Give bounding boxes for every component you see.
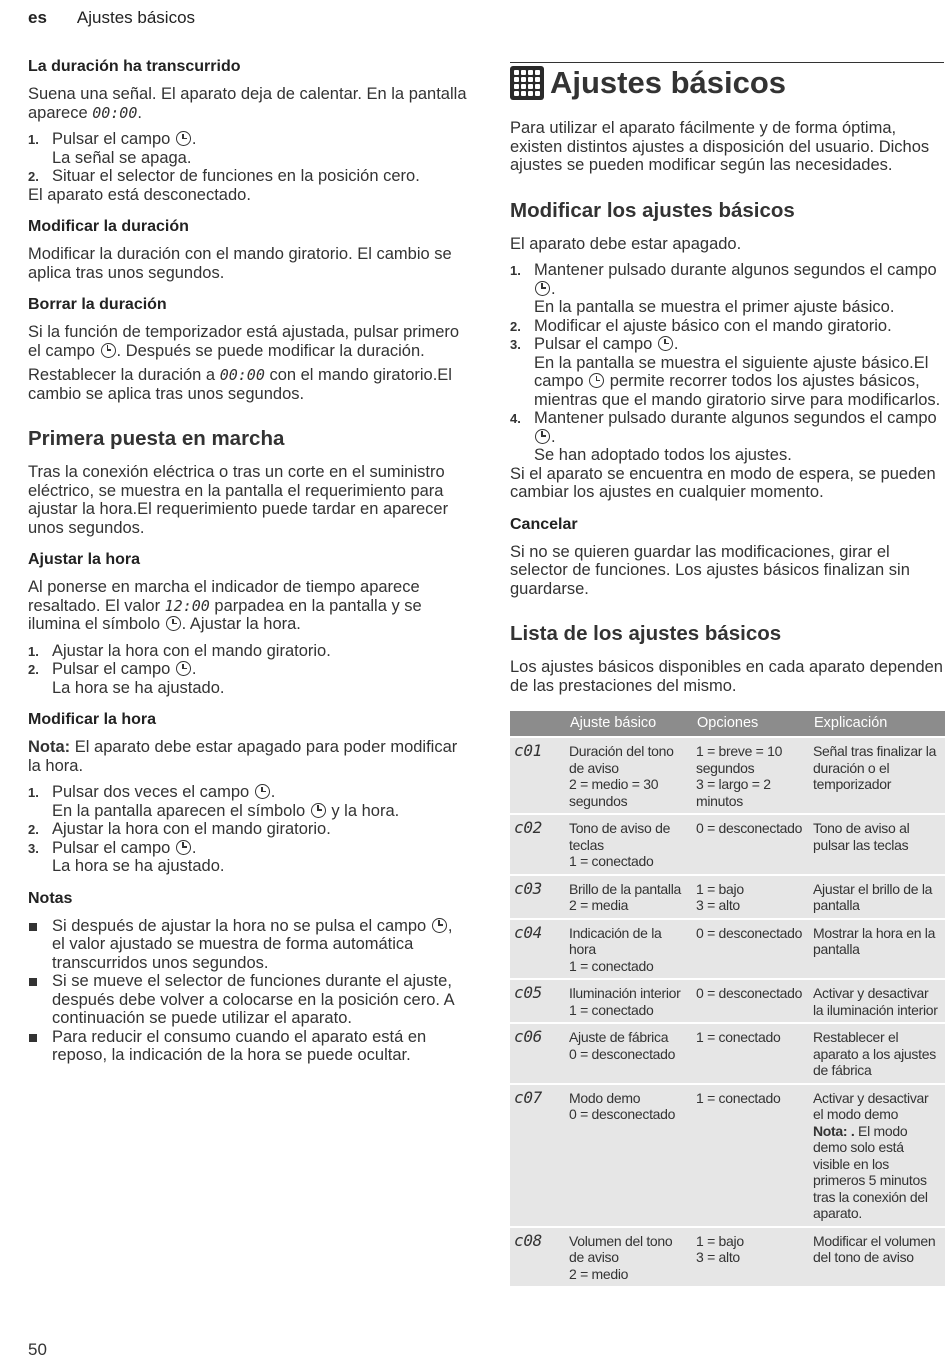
explanation-cell: Ajustar el brillo de la pantalla	[810, 875, 945, 919]
text: .	[137, 103, 142, 122]
steps-modify-settings	[510, 261, 944, 465]
menu-grid-icon	[510, 66, 544, 100]
clock-icon	[311, 803, 326, 818]
notes-list	[28, 917, 468, 1065]
steps-modify-time	[28, 783, 468, 876]
options-cell	[693, 737, 810, 814]
option: 1 = breve = 10 segundos	[696, 743, 783, 776]
paragraph-set-time	[28, 578, 468, 634]
paragraph-duration-elapsed	[28, 85, 468, 122]
option: 3 = alto	[696, 897, 740, 913]
step-item	[510, 335, 944, 409]
heading-set-time: Ajustar la hora	[28, 551, 141, 568]
display-value: 12:00	[164, 596, 210, 615]
setting-cell	[566, 1023, 693, 1084]
explanation-cell: Tono de aviso al pulsar las teclas	[810, 814, 945, 875]
step-item	[28, 820, 468, 839]
text: .	[551, 279, 556, 298]
paragraph-device-off: El aparato debe estar apagado.	[510, 234, 742, 253]
clock-icon	[176, 840, 191, 855]
step-item	[28, 642, 468, 661]
text: permite recorrer todos los ajustes básicos, mientras que el mando giratorio sirve para modificarlos.	[534, 372, 941, 409]
setting-code: c03	[510, 875, 566, 919]
options-cell	[693, 979, 810, 1023]
header-cell: Ajuste básico	[566, 711, 693, 737]
page-header	[28, 8, 195, 28]
setting-default: 2 = medio = 30 segundos	[569, 776, 659, 809]
options-cell	[693, 875, 810, 919]
text: Mantener pulsado durante algunos segundos el campo	[534, 409, 937, 427]
step-number: 2.	[28, 822, 39, 837]
clock-icon	[589, 373, 604, 388]
heading-modify-duration: Modificar la duración	[28, 218, 189, 235]
options-cell	[693, 1227, 810, 1287]
step-number: 2.	[510, 318, 521, 334]
heading-settings-list: Lista de los ajustes básicos	[510, 622, 782, 645]
text: . Después se puede modificar la duración.	[116, 341, 425, 360]
section-title-block	[510, 62, 944, 101]
note-label: Nota:	[28, 738, 71, 756]
step-item	[28, 660, 468, 697]
table-row	[510, 875, 945, 919]
text: con el mando giratorio.El cambio se aplica tras unos segundos.	[28, 366, 452, 403]
settings-table	[510, 711, 945, 1286]
clock-icon	[432, 918, 447, 933]
text: .	[191, 130, 197, 148]
heading-duration-elapsed: La duración ha transcurrido	[28, 58, 241, 75]
steps-duration-elapsed	[28, 130, 468, 186]
text: .	[191, 838, 197, 857]
step-result: En la pantalla se muestra el primer ajuste básico.	[534, 298, 895, 316]
paragraph-intro: Para utilizar el aparato fácilmente y de forma óptima, existen distintos ajustes a disposición del usuario. Dichos ajustes se pueden modificar según las necesidades.	[510, 119, 930, 174]
paragraph-disconnected: El aparato está desconectado.	[28, 185, 251, 204]
option: 0 = desconectado	[696, 820, 803, 836]
step-number: 3.	[28, 840, 39, 856]
text: Si la función de temporizador está ajustada, pulsar primero el campo	[28, 323, 460, 360]
option: 1 = conectado	[696, 1089, 781, 1106]
step-result: En la pantalla se muestra el siguiente ajuste básico.El campo	[534, 353, 929, 390]
step-item	[28, 783, 468, 820]
note-text: El modo demo solo está visible en los primeros 5 minutos tras la conexión del aparato.	[813, 1122, 928, 1221]
setting-default: 1 = conectado	[569, 853, 654, 869]
text: Ajustar la hora con el mando giratorio.	[52, 641, 331, 660]
step-result: La hora se ha ajustado.	[52, 678, 225, 697]
text: El aparato debe estar apagado para poder modificar la hora.	[28, 738, 458, 775]
section-title: Ajustes básicos	[550, 65, 787, 100]
step-result: Se han adoptado todos los ajustes.	[534, 446, 792, 464]
text: Ajustar la hora con el mando giratorio.	[52, 820, 331, 838]
clock-icon	[166, 616, 181, 631]
paragraph-clear-duration	[28, 323, 468, 360]
option: 3 = alto	[696, 1249, 740, 1265]
setting-default: 1 = conectado	[569, 957, 654, 974]
table-row	[510, 1227, 945, 1287]
setting-name: Duración del tono de aviso	[569, 743, 674, 776]
step-result: En la pantalla aparecen el símbolo	[52, 801, 310, 820]
table-row	[510, 979, 945, 1023]
text: Al ponerse en marcha el indicador de tiempo aparece resaltado. El valor	[28, 578, 420, 615]
explanation-cell: Modificar el volumen del tono de aviso	[810, 1227, 945, 1287]
step-item	[28, 167, 468, 186]
step-number: 1.	[28, 643, 39, 659]
setting-code: c04	[510, 919, 566, 980]
option: 3 = largo = 2 minutos	[696, 776, 771, 809]
header-cell: Opciones	[693, 711, 810, 737]
table-row	[510, 814, 945, 875]
option: 1 = bajo	[696, 880, 744, 897]
right-column	[510, 62, 944, 1286]
text: Pulsar el campo	[52, 660, 175, 678]
table-row	[510, 737, 945, 814]
paragraph-cancel: Si no se quieren guardar las modificaciones, girar el selector de funciones. Los ajustes básicos finalizan sin guardarse.	[510, 542, 910, 598]
setting-cell	[566, 875, 693, 919]
clock-icon	[176, 661, 191, 676]
paragraph-reset-duration	[28, 366, 468, 403]
note-label: Nota: .	[813, 1122, 855, 1139]
setting-code: c01	[510, 737, 566, 814]
explanation-text: Activar y desactivar el modo demo	[813, 1089, 929, 1122]
header-cell	[510, 711, 566, 737]
header-section: Ajustes básicos	[76, 8, 196, 27]
option: 1 = conectado	[696, 1029, 781, 1045]
note-item: Para reducir el consumo cuando el aparato está en reposo, la indicación de la hora se puede ocultar.	[28, 1028, 468, 1065]
explanation-cell: Mostrar la hora en la pantalla	[810, 919, 945, 980]
text: . Ajustar la hora.	[181, 615, 301, 633]
heading-notes: Notas	[28, 889, 73, 907]
setting-name: Brillo de la pantalla	[569, 880, 681, 897]
explanation-cell: Activar y desactivar la iluminación interior	[810, 979, 945, 1023]
setting-cell	[566, 737, 693, 814]
display-value: 00:00	[219, 366, 265, 384]
text: .	[270, 783, 276, 801]
heading-cancel: Cancelar	[510, 515, 578, 533]
text: y la hora.	[326, 801, 400, 820]
setting-default: 1 = conectado	[569, 1001, 654, 1018]
explanation-cell	[810, 1084, 945, 1227]
clock-icon	[176, 131, 191, 146]
text: Pulsar el campo	[534, 335, 657, 353]
setting-cell	[566, 1084, 693, 1227]
text: .	[191, 660, 197, 678]
setting-default: 0 = desconectado	[569, 1045, 676, 1062]
setting-code: c06	[510, 1023, 566, 1084]
option: 1 = bajo	[696, 1232, 744, 1249]
clock-icon	[255, 784, 270, 799]
options-cell	[693, 1023, 810, 1084]
clock-icon	[101, 343, 116, 358]
text: Restablecer la duración a	[28, 366, 220, 384]
heading-modify-settings: Modificar los ajustes básicos	[510, 198, 795, 222]
step-number: 1.	[510, 263, 521, 278]
setting-name: Iluminación interior	[569, 985, 681, 1001]
table-row	[510, 1084, 945, 1227]
step-number: 1.	[28, 132, 39, 147]
heading-clear-duration: Borrar la duración	[28, 296, 167, 313]
heading-first-start: Primera puesta en marcha	[28, 427, 285, 450]
text: Pulsar el campo	[52, 838, 175, 857]
clock-icon	[535, 429, 550, 444]
clock-icon	[535, 281, 550, 296]
note-item	[28, 917, 468, 973]
setting-code: c07	[510, 1084, 566, 1227]
step-result: La hora se ha ajustado.	[52, 857, 225, 875]
step-item	[510, 409, 944, 465]
note-modify-time	[28, 738, 468, 775]
setting-name: Volumen del tono de aviso	[569, 1232, 673, 1265]
step-number: 2.	[28, 169, 39, 184]
setting-name: Tono de aviso de teclas	[569, 820, 671, 853]
heading-modify-time: Modificar la hora	[28, 711, 157, 728]
note-item: Si se mueve el selector de funciones durante el ajuste, después debe volver a colocarse en la posición cero. A continuación se puede utilizar el aparato.	[28, 972, 468, 1028]
text: Si después de ajustar la hora no se pulsa el campo	[52, 916, 431, 935]
text: Situar el selector de funciones en la posición cero.	[52, 167, 420, 185]
text: .	[673, 335, 679, 353]
setting-default: 2 = medio	[569, 1265, 629, 1282]
text: Suena una señal. El aparato deja de calentar. En la pantalla aparece	[28, 85, 467, 122]
explanation-cell: Señal tras finalizar la duración o el temporizador	[810, 737, 945, 814]
step-item	[28, 130, 468, 167]
setting-cell	[566, 814, 693, 875]
paragraph-standby: Si el aparato se encuentra en modo de espera, se pueden cambiar los ajustes en cualquier momento.	[510, 464, 936, 501]
text: Mantener pulsado durante algunos segundos el campo	[534, 261, 937, 279]
setting-code: c05	[510, 979, 566, 1023]
setting-default: 2 = media	[569, 897, 629, 913]
step-number: 2.	[28, 662, 39, 677]
paragraph-modify-duration: Modificar la duración con el mando giratorio. El cambio se aplica tras unos segundos.	[28, 245, 452, 282]
setting-code: c02	[510, 814, 566, 875]
setting-code: c08	[510, 1227, 566, 1287]
text: .	[551, 427, 556, 446]
text: Modificar el ajuste básico con el mando giratorio.	[534, 316, 892, 335]
text: parpadea en la pantalla y se ilumina el símbolo	[28, 596, 422, 633]
setting-cell	[566, 979, 693, 1023]
step-item	[28, 839, 468, 876]
text: Pulsar dos veces el campo	[52, 783, 254, 801]
options-cell	[693, 919, 810, 980]
header-cell: Explicación	[810, 711, 945, 737]
step-number: 3.	[510, 337, 521, 352]
setting-name: Ajuste de fábrica	[569, 1029, 669, 1045]
clock-icon	[658, 336, 673, 351]
table-row	[510, 919, 945, 980]
setting-cell	[566, 919, 693, 980]
option: 0 = desconectado	[696, 924, 803, 941]
setting-name: Modo demo	[569, 1089, 641, 1106]
paragraph-first-start: Tras la conexión eléctrica o tras un corte en el suministro eléctrico, se muestra en la pantalla el requerimiento para ajustar la hora.El requerimiento puede tardar en aparecer unos segundos.	[28, 463, 449, 537]
left-column	[28, 58, 468, 1065]
setting-name: Indicación de la hora	[569, 924, 662, 957]
table-header-row	[510, 711, 945, 737]
setting-cell	[566, 1227, 693, 1287]
text: Pulsar el campo	[52, 130, 175, 148]
step-result: La señal se apaga.	[52, 148, 192, 167]
display-value: 00:00	[92, 103, 138, 122]
step-number: 4.	[510, 411, 521, 426]
steps-set-time	[28, 642, 468, 698]
step-item	[510, 317, 944, 336]
options-cell	[693, 1084, 810, 1227]
option: 0 = desconectado	[696, 985, 803, 1001]
step-item	[510, 261, 944, 317]
setting-default: 0 = desconectado	[569, 1106, 676, 1122]
step-number: 1.	[28, 785, 39, 800]
paragraph-settings-list: Los ajustes básicos disponibles en cada aparato dependen de las prestaciones del mismo.	[510, 658, 943, 695]
page-number: 50	[28, 1340, 47, 1359]
table-row	[510, 1023, 945, 1084]
explanation-cell: Restablecer el aparato a los ajustes de fábrica	[810, 1023, 945, 1084]
language-code: es	[28, 8, 47, 27]
options-cell	[693, 814, 810, 875]
text: , el valor ajustado se muestra de forma automática transcurridos unos segundos.	[52, 916, 453, 972]
